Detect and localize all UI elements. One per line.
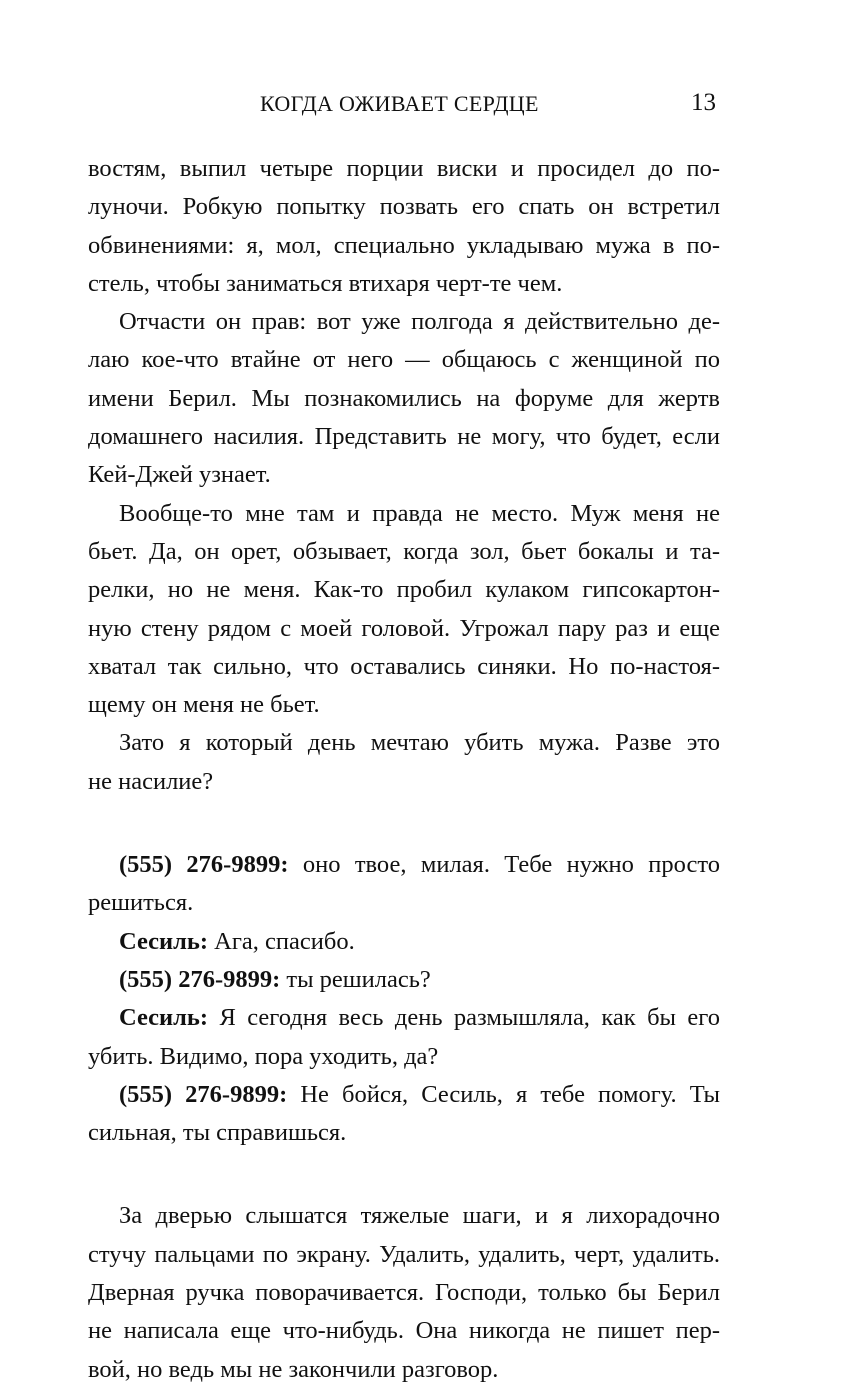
text-line: лаю кое-что втайне от него — общаюсь с женщиной по bbox=[88, 346, 720, 374]
chat-line bbox=[88, 846, 720, 884]
chat-line bbox=[88, 1076, 720, 1114]
chat-message bbox=[88, 961, 720, 999]
text-line: стель, чтобы заниматься втихаря черт-те чем. bbox=[88, 269, 563, 297]
chat-speaker: (555) 276-9899: bbox=[119, 851, 289, 879]
text-line: стучу пальцами по экрану. Удалить, удалить, черт, удалить. bbox=[88, 1240, 720, 1268]
text-line: Дверная ручка поворачивается. Господи, только бы Берил bbox=[88, 1279, 720, 1307]
running-head: КОГДА ОЖИВАЕТ СЕРДЦЕ bbox=[260, 91, 539, 116]
chat-speaker: (555) 276-9899: bbox=[119, 965, 281, 993]
text-line: не написала еще что-нибудь. Она никогда не пишет пер- bbox=[88, 1317, 720, 1345]
chat-log bbox=[88, 846, 720, 1152]
text-line: Кей-Джей узнает. bbox=[88, 461, 271, 489]
chat-text: Я сегодня весь день размышляла, как бы его bbox=[219, 1004, 720, 1032]
chat-speaker: (555) 276-9899: bbox=[119, 1080, 288, 1108]
chat-speaker: Сесиль: bbox=[119, 1004, 209, 1032]
chat-message bbox=[88, 923, 720, 961]
chat-text: ты решилась? bbox=[286, 965, 431, 993]
text-line: хватал так сильно, что оставались синяки. Но по-настоя- bbox=[88, 652, 720, 680]
text-line: имени Берил. Мы познакомились на форуме для жертв bbox=[88, 384, 720, 412]
chat-message bbox=[88, 846, 720, 923]
chat-speaker: Сесиль: bbox=[119, 927, 209, 955]
page-number: 13 bbox=[691, 89, 716, 116]
text-line: обвинениями: я, мол, специально укладываю мужа в по- bbox=[88, 231, 720, 259]
chat-text: Не бойся, Сесиль, я тебе помогу. Ты bbox=[300, 1080, 720, 1108]
chat-line bbox=[88, 923, 720, 961]
paragraph bbox=[88, 303, 720, 494]
text-line: релки, но не меня. Как-то пробил кулаком гипсокартон- bbox=[88, 576, 720, 604]
chat-line: решиться. bbox=[88, 889, 194, 917]
text-line: луночи. Робкую попытку позвать его спать он встретил bbox=[88, 193, 720, 221]
text-line: За дверью слышатся тяжелые шаги, и я лихорадочно bbox=[119, 1202, 720, 1230]
text-line: бьет. Да, он орет, обзывает, когда зол, бьет бокалы и та- bbox=[88, 537, 720, 565]
text-line: Вообще-то мне там и правда не место. Муж меня не bbox=[119, 499, 720, 527]
text-line: не насилие? bbox=[88, 767, 214, 795]
text-line: вой, но ведь мы не закончили разговор. bbox=[88, 1355, 499, 1383]
paragraph bbox=[88, 724, 720, 801]
text-line: Отчасти он прав: вот уже полгода я действительно де- bbox=[119, 308, 720, 336]
chat-text: Ага, спасибо. bbox=[214, 927, 355, 955]
page-body bbox=[88, 150, 720, 1389]
chat-line bbox=[88, 961, 720, 999]
chat-line: сильная, ты справишься. bbox=[88, 1119, 347, 1147]
text-line: Зато я который день мечтаю убить мужа. Разве это bbox=[119, 729, 720, 757]
text-line: ную стену рядом с моей головой. Угрожал пару раз и еще bbox=[88, 614, 720, 642]
text-line: щему он меня не бьет. bbox=[88, 691, 320, 719]
chat-message bbox=[88, 1076, 720, 1153]
chat-text: оно твое, милая. Тебе нужно просто bbox=[302, 851, 721, 879]
section-gap bbox=[88, 801, 720, 846]
paragraph bbox=[88, 495, 720, 725]
chat-line: убить. Видимо, пора уходить, да? bbox=[88, 1042, 439, 1070]
paragraph bbox=[88, 150, 720, 303]
text-line: востям, выпил четыре порции виски и просидел до по- bbox=[88, 155, 720, 182]
section-gap bbox=[88, 1152, 720, 1197]
chat-line bbox=[88, 999, 720, 1037]
chat-message bbox=[88, 999, 720, 1076]
text-line: домашнего насилия. Представить не могу, что будет, если bbox=[88, 423, 720, 451]
paragraph bbox=[88, 1197, 720, 1388]
